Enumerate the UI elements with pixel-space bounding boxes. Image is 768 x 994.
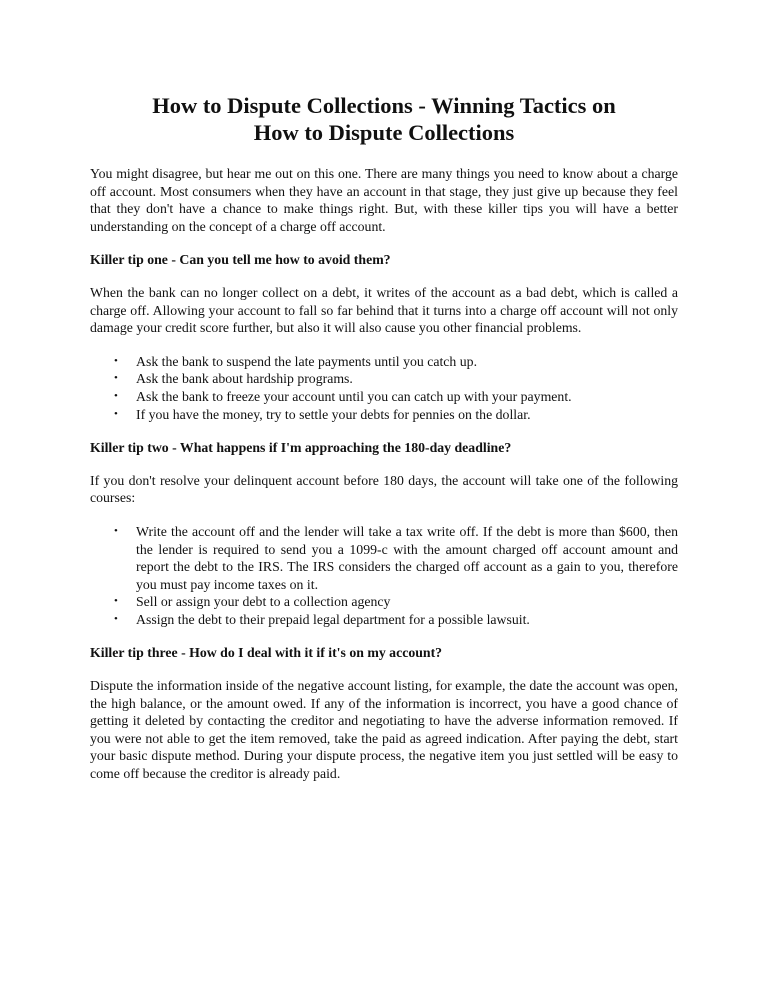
bullet-icon: • bbox=[114, 407, 118, 420]
tip-one-bullet-list bbox=[90, 353, 678, 423]
list-item-text: Ask the bank to suspend the late payments until you catch up. bbox=[136, 353, 478, 369]
intro-paragraph: You might disagree, but hear me out on this one. There are many things you need to know about a charge off account. Most consumers when they have an account in that stage, they just give up because they feel that they don't have a chance to make things right. But, with these killer tips you will have a better understanding on the concept of a charge off account. bbox=[90, 166, 678, 234]
bullet-icon: • bbox=[114, 524, 118, 537]
tip-two-heading: Killer tip two - What happens if I'm approaching the 180-day deadline? bbox=[90, 440, 512, 456]
tip-three-paragraph: Dispute the information inside of the negative account listing, for example, the date the account was open, the high balance, or the amount owed. If any of the information is incorrect, you have a good chance of getting it deleted by contacting the creditor and negotiating to have the adverse information removed. If you were not able to get the item removed, take the paid as agreed indication. After paying the debt, start your basic dispute method. During your dispute process, the negative item you just settled will be easy to come off because the creditor is already paid. bbox=[90, 678, 678, 782]
list-item bbox=[114, 353, 678, 371]
list-item-text: Sell or assign your debt to a collection agency bbox=[136, 594, 391, 610]
bullet-icon: • bbox=[114, 595, 118, 608]
title-line-2: How to Dispute Collections bbox=[253, 120, 515, 145]
list-item-text: Ask the bank to freeze your account until you can catch up with your payment. bbox=[136, 388, 572, 404]
tip-three-heading: Killer tip three - How do I deal with it if it's on my account? bbox=[90, 645, 443, 661]
bullet-icon: • bbox=[114, 354, 118, 367]
document-title bbox=[90, 92, 678, 146]
tip-two-paragraph: If you don't resolve your delinquent account before 180 days, the account will take one of the following courses: bbox=[90, 472, 678, 506]
list-item-text: Assign the debt to their prepaid legal department for a possible lawsuit. bbox=[136, 611, 530, 627]
bullet-icon: • bbox=[114, 612, 118, 625]
list-item bbox=[114, 406, 678, 424]
list-item-text: If you have the money, try to settle your debts for pennies on the dollar. bbox=[136, 406, 531, 422]
list-item-text: Ask the bank about hardship programs. bbox=[136, 371, 353, 387]
list-item bbox=[114, 611, 678, 629]
list-item bbox=[114, 523, 678, 593]
tip-one-paragraph: When the bank can no longer collect on a debt, it writes of the account as a bad debt, which is called a charge off. Allowing your account to fall so far behind that it turns into a charge off account will not only damage your credit score further, but also it will also cause you other financial problems. bbox=[90, 284, 678, 336]
list-item bbox=[114, 593, 678, 611]
tip-two-bullet-list bbox=[90, 523, 678, 629]
title-line-1: How to Dispute Collections - Winning Tactics on bbox=[152, 93, 616, 118]
list-item bbox=[114, 370, 678, 388]
list-item-text: Write the account off and the lender will take a tax write off. If the debt is more than $600, then the lender is required to send you a 1099-c with the amount charged off account amount and report the debt to the IRS. The IRS considers the charged off account as a gain to you, therefore you must pay income taxes on it. bbox=[136, 523, 678, 592]
bullet-icon: • bbox=[114, 389, 118, 402]
bullet-icon: • bbox=[114, 372, 118, 385]
list-item bbox=[114, 388, 678, 406]
tip-one-heading: Killer tip one - Can you tell me how to avoid them? bbox=[90, 252, 391, 268]
